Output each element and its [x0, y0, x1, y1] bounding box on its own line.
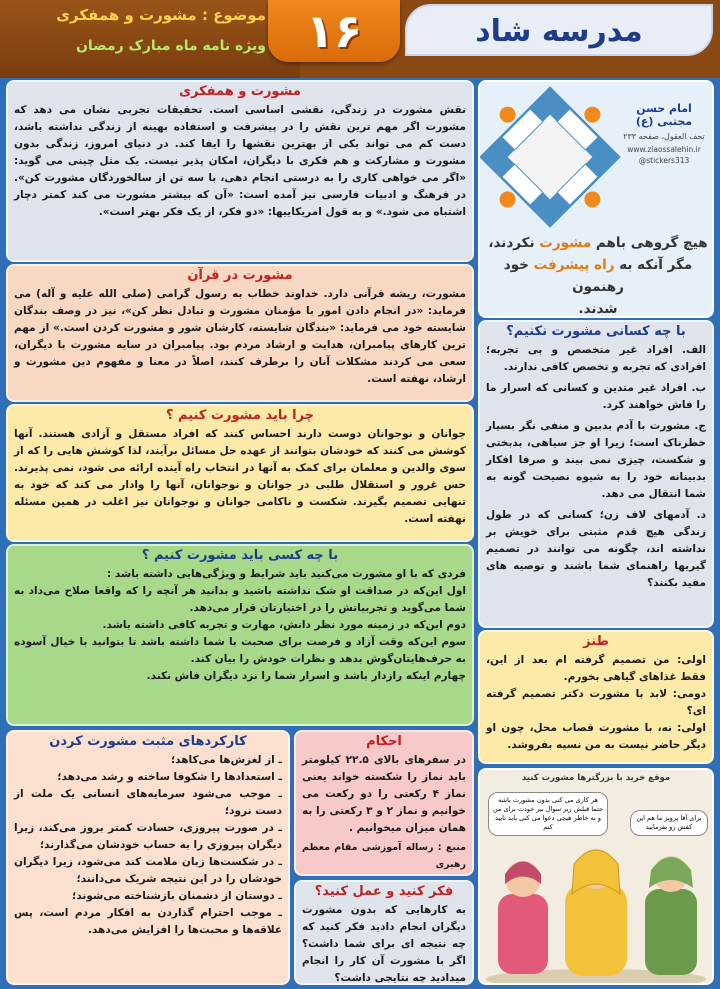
list-item: اولی: نه، با مشورت قصاب محل، چون او دیگر حاضر نیست به من نسیه بفروشد. — [486, 722, 706, 751]
section-title: با چه کسانی مشورت نکنیم؟ — [506, 324, 686, 339]
section-why — [6, 404, 474, 542]
handle-text: @stickers313 — [638, 156, 690, 165]
section-tanz — [478, 630, 714, 764]
speech-bubble-left: هر کاری می کنی بدون مشورت باشه حتما قبلش زیر سوال ببر خودت برای من و به خاطر هیچی دعوا می کنی باید تایید کنم — [488, 792, 608, 836]
section-fekr — [294, 880, 474, 985]
list-item: اول این‌که در صداقت او شک نداشته باشید و بدانید هر آنچه را که واقعا صلاح می‌داد به شما می‌گوید و تجربیاتش را در اختیارتان قرار می‌دهد. — [14, 585, 466, 614]
section-body: جوانان و نوجوانان دوست دارند احساس کنند که افراد مستقل و آزادی هستند. آنها کوشش می کنند که خودشان بتوانند از عهده حل مسائل برآیند، لذا کوشش هایی را که از سوی والدین و معلمان برای کمک به آنها در انتخاب راه آینده ارائه می شود، نمی پذیرند. حس غرور و استقلال طلبی در جوانان و نوجوانان، آنها را وادار می کند که خود به تنهایی تصمیم بگیرند. شکست و ناکامی جوانان و نوجوانان نیز اغلب در همین مسئله نهفته است. — [14, 428, 466, 525]
list-item: ـ موجب می‌شود سرمایه‌های انسانی یک ملت از دست نرود؛ — [14, 788, 282, 817]
school-name: مدرسه شاد — [405, 4, 713, 56]
section-body: به کارهایی که بدون مشورت دیگران انجام دادید فکر کنید که چه نتیجه ای برای شما داشت؟ اگر با مشورت آن کار را انجام میدادید چه نتایجی داشت؟ — [302, 904, 466, 984]
list-item: الف. افراد غیر متخصص و بی تجربه؛ افرادی که تجربه و تخصص کافی ندارند. — [486, 344, 706, 373]
list-item: ب. افراد غیر متدین و کسانی که اسرار ما را فاش خواهند کرد. — [486, 382, 706, 411]
topic-title: موضوع : مشورت و همفکری — [56, 6, 266, 24]
section-intro: فردی که با او مشورت می‌کنید باید شرایط و ویژگی‌هایی داشته باشد : — [106, 568, 466, 580]
section-ahkam — [294, 730, 474, 876]
cartoon-caption: موقع خرید با بزرگترها مشورت کنید — [521, 773, 671, 783]
list-item: اولی: من تصمیم گرفته ام بعد از این، فقط غذاهای گیاهی بخورم. — [486, 654, 706, 683]
section-title: مشورت و همفکری — [179, 84, 301, 99]
section-body: نقش مشورت در زندگی، نقشی اساسی است. تحقیقات تجربی نشان می دهد که مشورت اگر مهم ترین نقش را در پیشرفت و استفاده بهینه از زندگی نداشته باشد، دست کم می تواند یکی از بهترین نقشها را ایفا کند. در دنیای امروز، زندگی بدون مشورت و مشارکت و هم فکری با دیگران، امکان پذیر نیست. یک مثل چینی می گوید: «اگر می خواهی کاری را به درستی انجام دهی، با سه تن از سالخوردگان مشورت کن». در فرهنگ و ادبیات فارسی نیز آمده است: «آن که بیشتر مشورت می کند کمتر دچار اشتباه می شود.» و به قول امریکاییها: «دو فکر، از یک فکر بهتر است». — [14, 104, 466, 218]
issue-number: ۱۶ — [305, 4, 363, 58]
section-body: در سفرهای بالای ۲۲.۵ کیلومتر باید نماز را شکسته خواند یعنی نماز ۴ رکعتی را دو رکعت می خوانیم و نماز ۲ و ۳ رکعتی را به همان میزان میخوانیم . — [302, 754, 467, 834]
section-title: فکر کنید و عمل کنید؟ — [314, 884, 454, 899]
cartoon-panel — [478, 768, 714, 985]
section-karkard — [6, 730, 290, 985]
list-item: ـ دوستان از دشمنان بازشناخته می‌شوند؛ — [72, 890, 282, 902]
section-mashverat — [6, 80, 474, 262]
list-item: ـ در صورت پیروزی، حسادت کمتر بروز می‌کند، زیرا دیگران پیروزی را به حساب خودشان می‌گذارند؛ — [14, 822, 282, 851]
hadith-quote-image — [478, 80, 714, 318]
website-text: www.ziaossalehin.ir — [627, 145, 701, 154]
list-item: دوم این‌که در زمینه مورد نظر دانش، مهارت و تجربه کافی داشته باشد. — [102, 619, 466, 631]
section-title: مشورت در قرآن — [187, 268, 293, 283]
list-item: د. آدمهای لاف زن؛ کسانی که در طول زندگی هیچ قدم مثبتی برای خویش بر نداشته اند، چگونه می توانند در تصمیم گیریها راهنمای شما باشند و توصیه های مفید بکنند؟ — [486, 509, 706, 589]
list-item: دومی: لابد با مشورت دکتر تصمیم گرفته ای؟ — [486, 688, 706, 717]
section-not-with — [478, 320, 714, 628]
section-quran — [6, 264, 474, 402]
list-item: ج. مشورت با آدم بدبین و منفی نگر بسیار خطرناک است؛ زیرا او جز سیاهی، بدبختی و شکست، چیزی نمی بیند و صرفا افکار بدبینانه خود را به شیوه نصیحت گونه به شما انتقال می دهد. — [486, 420, 706, 500]
list-item: ـ از لغزش‌ها می‌کاهد؛ — [170, 754, 282, 766]
section-title: احکام — [366, 734, 402, 749]
list-item: ـ موجب احترام گذاردن به افکار مردم است، پس علاقه‌ها و محبت‌ها را افزایش می‌دهد. — [14, 907, 282, 936]
section-body: مشورت، ریشه قرآنی دارد. خداوند خطاب به رسول گرامی (صلی الله علیه و آله) می فرماید: «در انجام دادن امور با مؤمنان مشورت و تبادل نظر کن»، نیز در وصف بندگان شایسته خود می فرماید: «بندگان شایسته، کارشان شور و مشورت کردن است.» از مهم ترین کارهای پیامبران، هدایت و ارشاد مردم بود. پیامبران در سایه مشورت با دیگران، سعی می کردند مشکلات آنان را برطرف کنند، اصلاً در معنا و مفهوم دین مشورت و ارشاد، نهفته است. — [14, 288, 466, 385]
list-item: ـ استعدادها را شکوفا ساخته و رشد می‌دهد؛ — [57, 771, 282, 783]
section-title: چرا باید مشورت کنیم ؟ — [165, 408, 315, 423]
hadith-source: تحف العقول، صفحه ۲۳۳ — [623, 132, 705, 141]
header-subtitle: ویژه نامه ماه مبارک رمضان — [75, 38, 266, 54]
list-item: سوم این‌که وقت آزاد و فرصت برای صحبت با شما داشته باشد تا بتوانید با خیال آسوده به حرف‌هایتان‌گوش بدهد و نظرات خودش را بیان کند. — [14, 636, 466, 665]
section-title: طنز — [583, 634, 609, 649]
section-who — [6, 544, 474, 726]
list-item: ـ در شکست‌ها زبان ملامت کند می‌شود، زیرا دیگران خودشان را در این نتیجه شریک می‌دانند؛ — [14, 856, 282, 885]
issue-badge — [268, 0, 400, 62]
list-item: چهارم اینکه رازدار باشد و اسرار شما را نزد دیگران فاش نکند. — [146, 670, 466, 682]
section-title: با چه کسی باید مشورت کنیم ؟ — [141, 548, 339, 563]
hadith-author: امام حسن مجتبی (ع) — [635, 102, 693, 128]
section-title: کارکردهای مثبت مشورت کردن — [49, 734, 247, 749]
speech-bubble-right: برای آقا پرویز ما هم این کفش رو بفرمایید — [630, 810, 708, 836]
section-source: منبع : رساله آموزشی مقام معظم رهبری — [302, 842, 466, 870]
hadith-quote-text: هیچ گروهی باهم مشورت نکردند، مگر آنکه به راه پیشرفت خود رهنمون شدند. — [488, 235, 708, 317]
